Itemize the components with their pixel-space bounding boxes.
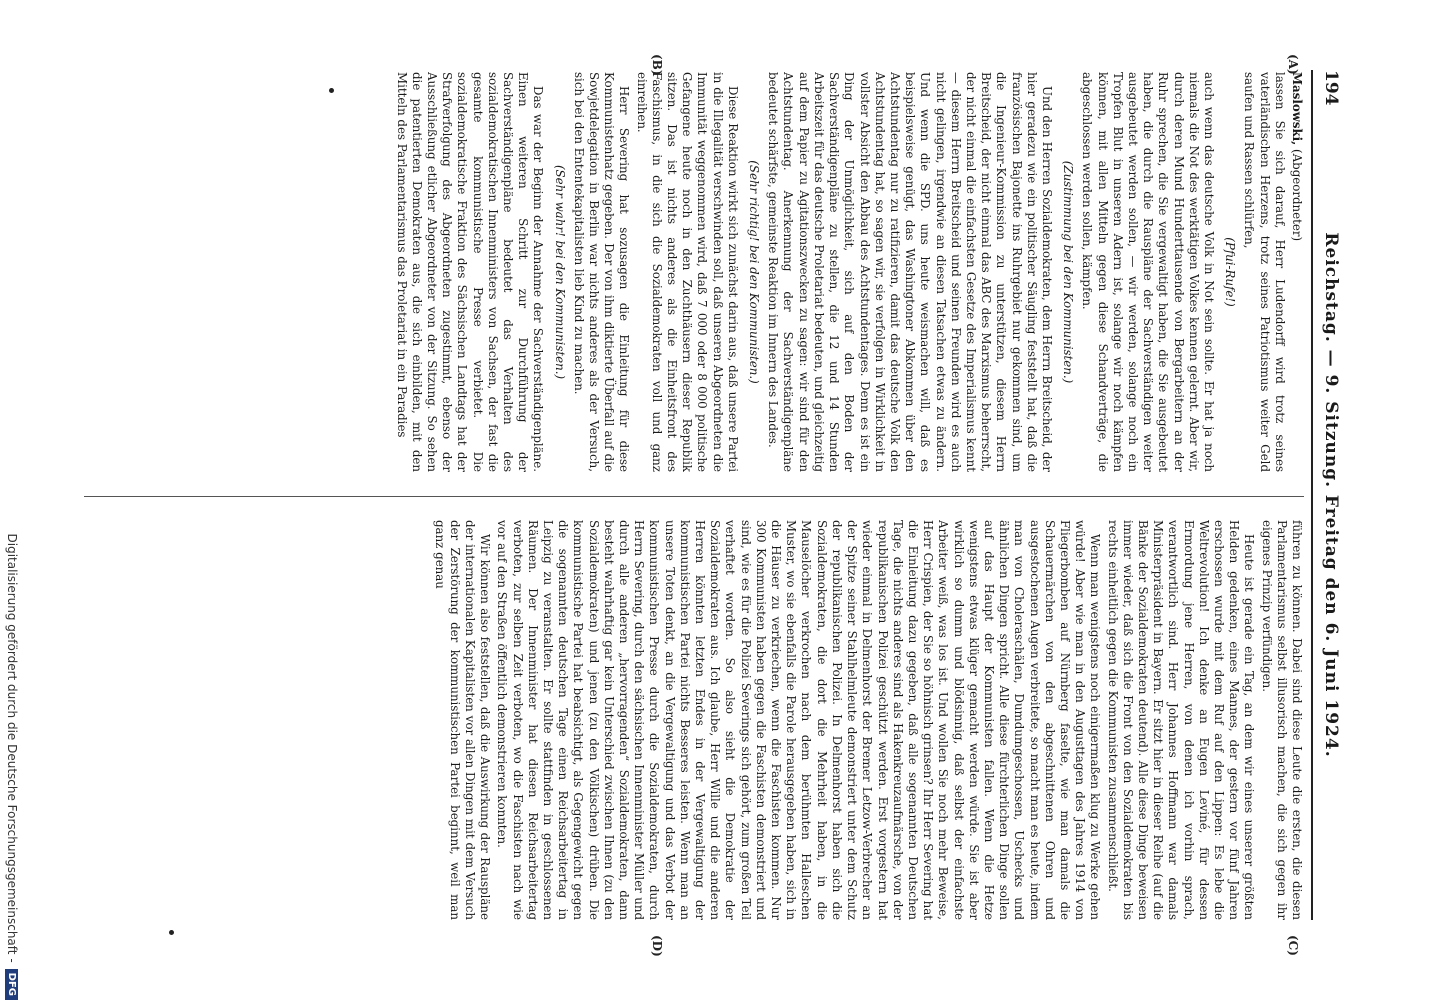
speech-paragraph: Herr Severing hat sozusagen die Einleitung für diese Kommunistenhatz gegeben. Der von ihm diktierte Überfall auf die Sowjetdelegation in Berlin war nichts anderes als der Versuch, sich bei den Ententekapitalisten lieb Kind zu machen. [571,72,632,472]
speech-paragraph [1289,72,1304,472]
margin-mark-b: (B) [650,54,664,76]
speech-paragraph: Heute ist gerade ein Tag, an dem wir eines unserer größten Helden gedenken, eines Mannes, der gestern vor fünf Jahren erschossen wurde mit dem Ruf auf den Lippen: Es lebe die Weltrevolution! Ich denke an Eugen Leviné, für dessen Ermordung jene Herren, von denen ich vorhin sprach, verantwortlich sind. Herr Johannes Hoffmann war damals Ministerpräsident in Bayern. Er sitzt hier in dieser Reihe (auf die Bänke der Sozialdemokraten deutend). Alle diese Dinge beweisen immer wieder, daß sich die Front von den Sozialdemokraten bis rechts einheitlich gegen die Kommunisten zusammenschließt. [1105,520,1257,920]
page-header [1317,70,1341,920]
speech-paragraph: Und den Herren Sozialdemokraten, dem Herrn Breitscheid, der hier geradezu wie ein politischer Säugling feststellt hat, daß die französischen Bajonette ins Ruhrgebiet nur gekommen sind, um die Ingenieur-Kommission zu unterstützen, diesem Herrn Breitscheid, der nicht einmal das ABC des Marxismus beherrscht, der nicht einmal die einfachsten Gesetze des Imperialismus kennt — diesem Herrn Breitscheid und seinen Freunden wird es auch nicht gelingen, irgendwie an diesen Tatsachen etwas zu ändern. Und wenn die SPD. uns heute weismachen will, daß es beispielsweise genügt, das Washingtoner Abkommen über den Achtstundentag nur zu ratifizieren, damit das deutsche Volk den Achtstundentag hat, so sagen wir, sie verfolgen in Wirklichkeit in vollster Absicht den Abbau des Achtstundentages. Denn es ist ein Ding der Unmöglichkeit, sich auf den Boden der Sachverständigenpläne zu stellen, die 12 und 14 Stunden Arbeitszeit für das deutsche Proletariat bedeuten, und gleichzeitig auf dem Papier zu Agitationszwecken zu sagen: wir sind für den Achtstundentag. Anerkennung der Sachverständigenpläne bedeutet schärfste, gemeinste Reaktion im Innern des Landes. [766,72,1054,472]
speech-paragraph: Wenn man wenigstens noch einigermaßen klug zu Werke gehen würde! Aber wie man in den Augusttagen des Jahres 1914 von Fliegerbomben auf Nürnberg faselte, wie man damals die Schauermärchen von den abgeschnittenen Ohren und ausgestochenen Augen verbreitete, so macht man es heute, indem man von Choleraschälen, Dumdumgeschossen, Uschecks und ähnlichen Dingen spricht. Alle diese fürchterlichen Dinge sollen auf das Haupt der Kommunisten fallen. Wenn die Hetze wenigstens etwas klüger gemacht werden würde. Sie ist aber wirklich so dumm und blödsinnig, daß selbst der einfachste Arbeiter weiß, was los ist. Und wollen Sie noch mehr Beweise, Herr Crispien, der Sie so höhnisch grinsen? Ihr Herr Severing hat die Einleitung dazu gegeben, daß alle sogenannten Deutschen Tage, die nichts anderes sind als Hakenkreuzaufmärsche, von der republikanischen Polizei geschützt werden. Erst vorgestern hat wieder einmal in Delmenhorst der Bremer Letzow-Verbrecher an der Spitze seiner Stahlhelmleute demonstriert unter dem Schutz der republikanischen Polizei. In Delmenhorst haben sich die Sozialdemokraten, die dort die Mehrheit haben, in die Mauselöcher verkrochen nach dem berühmten Halleschen Muster, wo sie ebenfalls die Parole herausgegeben haben, sich in die Häuser zu verkriechen, wenn die Faschisten kommen. Nur 300 Kommunisten haben gegen die Faschisten demonstriert und sind, wie es für die Polizei Severings sich gehört, zum großen Teil verhaftet worden. So also sieht die Demokratie der Sozialdemokraten aus. Ich glaube, Herr Wille und die anderen Herren könnten letzten Endes in der Vergewaltigung der kommunistischen Partei nichts Besseres leisten. Wenn man an unsere Toten denkt, an die Vergewaltigung und das Verbot der kommunistischen Presse durch die Sozialdemokraten, durch Herrn Severing, durch den sächsischen Innenminister Müller und durch alle anderen „hervorragenden“ Sozialdemokraten, dann besteht wahrhaftig gar kein Unterschied zwischen Ihnen (zu den Sozialdemokraten) und jenen (zu den Völkischen) drüben. Die kommunistische Partei hat beabsichtigt, als Gegengewicht gegen die sogenannten deutschen Tage einen Reichsarbeitertag in Leipzig zu veranstalten. Er sollte stattfinden in geschlossenen Räumen. Der Innenminister hat diesen Reichsarbeitertag verboten, zur selben Zeit verboten, wo die Faschisten nach wie vor auf den Straßen öffentlich demonstrieren konnten. [495,520,1103,920]
right-column [84,520,1304,920]
speech-paragraph: Wir können also feststellen, daß die Auswirkung der Rauspläne der internationalen Kapitalisten vor allen Dingen mit dem Versuch der Zerstörung der kommunistischen Partei beginnt, weil man ganz genau [432,520,493,920]
margin-mark-c: (C) [1286,935,1300,956]
dfg-logo: DFG [6,969,19,1000]
header-rule [1311,70,1313,920]
speech-paragraph: führen zu können. Dabei sind diese Leute die ersten, die diesen Parlamentarismus selbst illusorisch machen, die sich gegen ihr eigenes Prinzip verfündigen. [1259,520,1304,920]
interjection: (Zustimmung bei den Kommunisten.) [1061,160,1076,384]
speaker-role: (Abgeordneter) [1290,149,1304,242]
speaker-name: Maslowski, [1290,72,1304,146]
running-title: Reichstag. — 9. Sitzung. Freitag den 6. Juni 1924. [1321,232,1341,758]
interjection: (Sehr richtig! bei den Kommunisten.) [747,160,762,384]
left-column [84,72,1304,472]
speech-paragraph: Diese Reaktion wirkt sich zunächst darin aus, daß unsere Partei in die Illegalität verschwinden soll, daß unseren Abgeordneten die Immunität weggenommen wird, daß 7 000 oder 8 000 politische Gefangene heute noch in den Zuchthäusern dieser Republik sitzen. Das ist nichts anderes als die Einheitsfront des Faschismus, in die sich die Sozialdemokraten voll und ganz einreihen. [634,72,740,472]
interjection: (Pfui-Rufe!) [1223,237,1238,307]
digitization-credit [0,0,24,1000]
margin-mark-a: (A) [1286,54,1300,75]
speech-paragraph: auch wenn das deutsche Volk in Not sein sollte. Er hat ja noch niemals die Not des werktätigen Volkes kennen gelernt. Aber wir, durch deren Mund Hunderttausende von Bergarbeitern an der Ruhr sprechen, die Sie vergewaltigt haben, die Sie ausgebeutet haben, die durch die Rauspläne der Sachverständigen weiter ausgebeutet werden sollen, — wir werden, solange noch ein Tropfen Blut in unseren Adern ist, solange wir noch kämpfen können, mit allen Mitteln gegen diese Schandverträge, die abgeschlossen werden sollen, kämpfen. [1080,72,1216,472]
credit-text: Digitalisierung gefördert durch die Deutsche Forschungsgemeinschaft - [5,533,19,963]
column-divider [84,496,1304,497]
margin-mark-d: (D) [650,935,664,957]
speech-paragraph: Das war der Beginn der Annahme der Sachverständigenpläne. Einen weiteren Schritt zur Durchführung der Sachverständigenpläne bedeutet das Verhalten des sozialdemokratischen Innenministers von Sachsen, der fast die gesamte kommunistische Presse verbietet. Die sozialdemokratische Fraktion des Sächsischen Landtags hat der Strafverfolgung des Abgeordneten zugestimmt, ebenso der Ausschließung etlicher Abgeordneter von der Sitzung. So sehen die patentierten Demokraten aus, die sich einbilden, mit den Mitteln des Parlamentarismus das Proletariat in ein Paradies [394,72,546,472]
speech-paragraph: lassen Sie sich darauf, Herr Ludendorff wird trotz seines vaterländischen Herzens, trotz seines Patriotismus weiter Geld saufen und Rassen schlürfen, [1242,72,1287,472]
interjection: (Sehr wahr! bei den Kommunisten.) [552,164,567,380]
page-number: 194 [1321,70,1341,106]
bullet-dot [169,930,174,935]
